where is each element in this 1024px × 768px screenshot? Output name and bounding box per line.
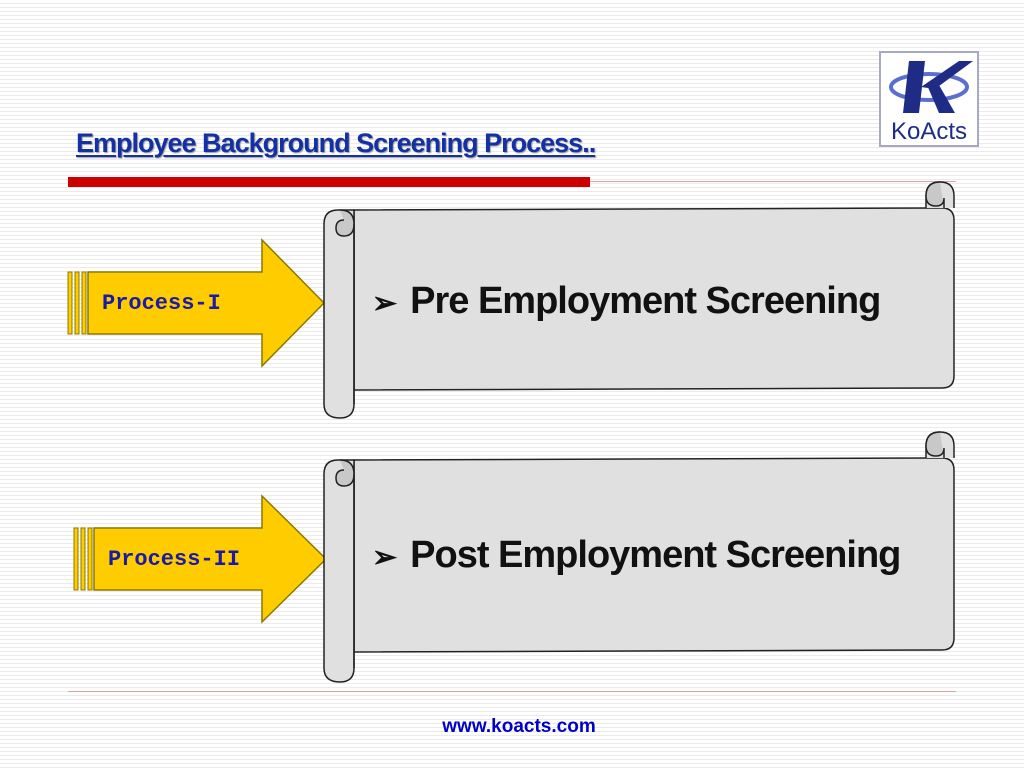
- process-label-1: Process-I: [102, 291, 221, 316]
- scroll-label-2: Post Employment Screening: [410, 534, 901, 576]
- process-label-2: Process-II: [108, 547, 241, 572]
- scroll-label-1: Pre Employment Screening: [410, 280, 881, 322]
- logo-text: KoActs: [890, 118, 968, 145]
- scroll-banner-2: [320, 426, 960, 686]
- scroll-text-2: [372, 534, 900, 577]
- slide-title: Employee Background Screening Process..: [76, 128, 596, 158]
- bullet-arrow-icon: ➢: [372, 541, 397, 574]
- bullet-arrow-icon: ➢: [372, 287, 397, 320]
- process-arrow-2: [72, 494, 332, 624]
- koacts-logo: [879, 51, 979, 147]
- footer-website-link[interactable]: www.koacts.com: [442, 716, 596, 737]
- scroll-text-1: [372, 280, 880, 323]
- footer-divider-line: [68, 691, 956, 692]
- scroll-banner-1: [320, 176, 960, 420]
- process-arrow-1: [66, 238, 326, 368]
